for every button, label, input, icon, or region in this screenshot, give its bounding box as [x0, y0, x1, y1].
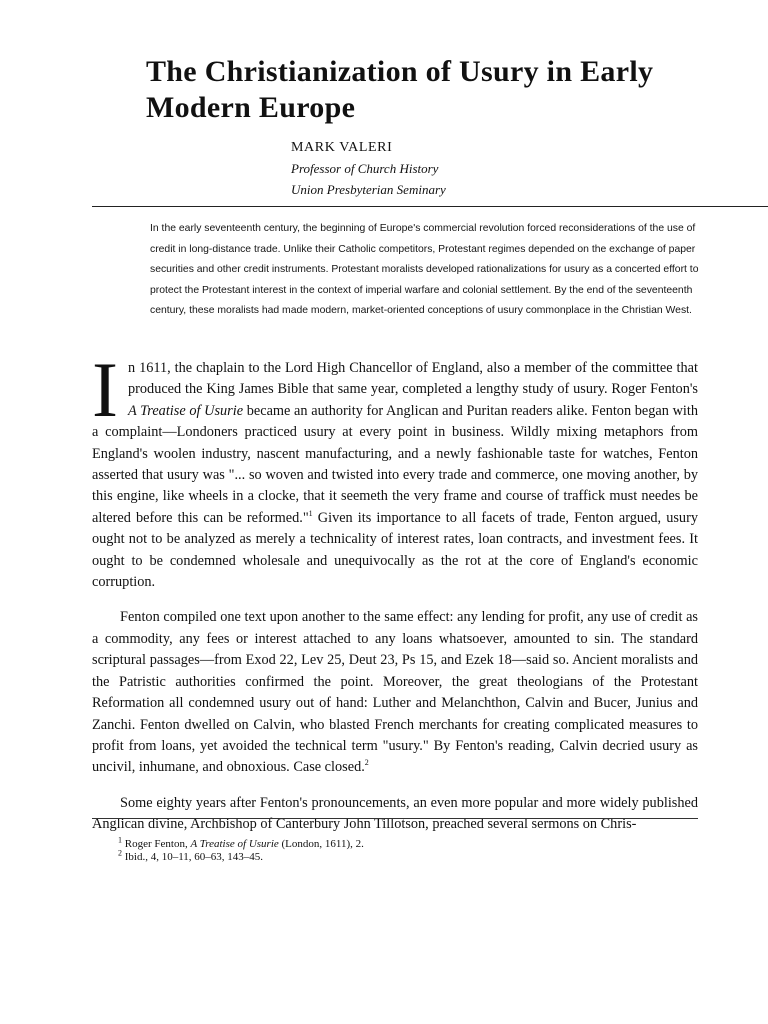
footnote-2-number: 2	[118, 848, 122, 858]
footnotes	[118, 835, 678, 864]
paragraph-3: Some eighty years after Fenton's pronouncements, an even more popular and more widely published Anglican divine, Archbishop of Canterbury John Tillotson, preached several sermons on Chris-	[92, 794, 698, 833]
p2-text: Fenton compiled one text upon another to the same effect: any lending for profit, any use of credit as a commodity, any fees or interest attached to any loans whatsoever, amounted to sin. The standard scriptural passages—from Exod 22, Lev 25, Deut 23, Ps 15, and Ezek 18—said so. Ancient moralists and the Patristic authorities confirmed the point. Moreover, the great theologians of the Protestant Reformation all condemned usury out of hand: Luther and Melanchthon, Calvin and Bucer, Junius and Zanchi. Fenton dwelled on Calvin, who blasted French merchants for creating complicated measures to profit from loans, yet avoided the technical term "usury." By Fenton's reading, Calvin decried usury as uncivil, inhumane, and obnoxious. Case closed.	[92, 609, 698, 776]
author-block	[291, 137, 691, 200]
footnote-1-text: Roger Fenton,	[124, 838, 191, 850]
article-body	[92, 346, 699, 836]
footnote-1-rest: (London, 1611), 2.	[278, 838, 364, 850]
footnote-ref-1[interactable]: 1	[308, 509, 313, 519]
footnote-ref-2[interactable]: 2	[364, 758, 369, 768]
footnote-1-title: A Treatise of Usurie	[190, 838, 279, 850]
paragraph-2	[92, 607, 698, 778]
footnote-rule	[92, 818, 698, 819]
p1-text-end: Given its importance to all facets of trade, Fenton argued, usury ought not to be analyzed as merely a technicality of interest rates, loan contracts, and investment fees. It ought to be condemned wholesale and unequivocally as the rot at the core of England's economic corruption.	[92, 509, 698, 591]
article-title: The Christianization of Usury in Early Modern Europe	[146, 55, 654, 124]
footnote-1	[118, 835, 678, 851]
header-rule	[92, 206, 768, 207]
footnote-2	[118, 848, 678, 864]
author-name: MARK VALERI	[291, 140, 393, 155]
author-institution: Union Presbyterian Seminary	[291, 182, 446, 197]
p1-text-middle: became an authority for Anglican and Puritan readers alike. Fenton began with a complaint—Londoners practiced usury at every point in business. Wildly mixing metaphors from England's woolen industry, nascent manufacturing, and a newly fashionable taste for watches, Fenton asserted that usury was "... so woven and twisted into every trade and commerce, one moving another, by this engine, like wheels in a clocke, that it seemeth the very frame and course of traffick must needes be altered before this can be reformed."	[92, 402, 699, 526]
author-position: Professor of Church History	[291, 161, 439, 176]
book-title: A Treatise of Usurie	[127, 402, 244, 419]
footnote-1-number: 1	[118, 835, 122, 845]
p1-text-start: n 1611, the chaplain to the Lord High Chancellor of England, also a member of the committee that produced the King James Bible that same year, completed a lengthy study of usury. Roger Fenton's	[127, 360, 698, 398]
footnote-2-text: Ibid., 4, 10–11, 60–63, 143–45.	[124, 851, 264, 863]
drop-cap: I	[92, 346, 118, 433]
abstract: In the early seventeenth century, the beginning of Europe's commercial revolution forced reconsiderations of the use of credit in long-distance trade. Unlike their Catholic competitors, Protestant regimes depended on the exchange of paper securities and other credit instruments. Protestant moralists developed rationalizations for usury as a concerted effort to protect the Protestant interest in the context of imperial warfare and colonial settlement. By the end of the seventeenth century, these moralists had made modern, market-oriented conceptions of usury commonplace in the Christian West.	[150, 223, 699, 317]
paragraph-1	[92, 346, 699, 593]
